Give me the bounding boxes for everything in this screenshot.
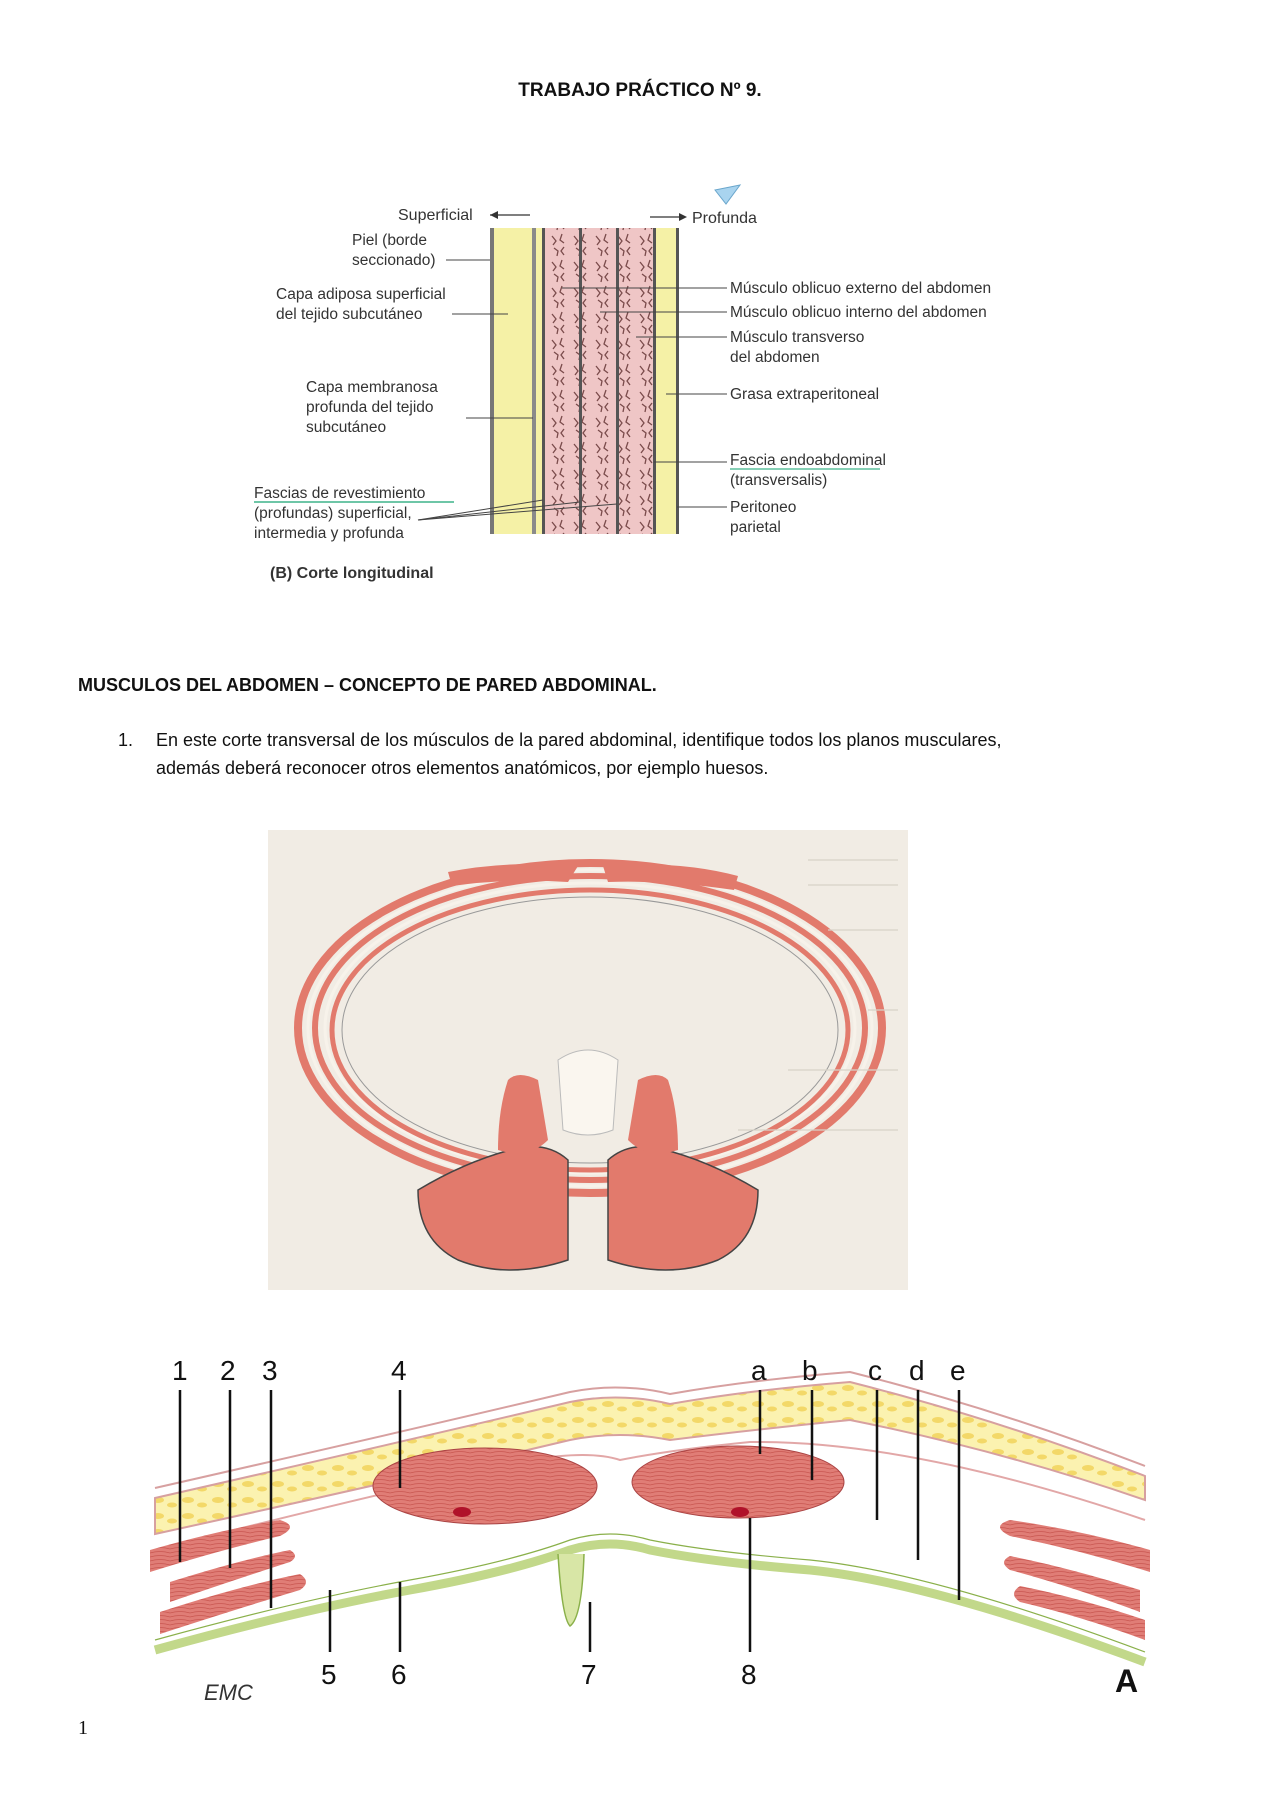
svg-text:Peritoneo: Peritoneo	[730, 499, 797, 516]
svg-text:(transversalis): (transversalis)	[730, 472, 828, 489]
superficial-label: Superficial	[398, 207, 473, 224]
peritoneum-line	[676, 228, 679, 534]
label-2: 2	[220, 1355, 236, 1386]
question-1	[118, 726, 1198, 782]
svg-text:Capa adiposa superficial: Capa adiposa superficial	[276, 286, 446, 303]
svg-text:del tejido subcutáneo: del tejido subcutáneo	[276, 306, 423, 323]
blue-arrow-icon	[715, 185, 740, 204]
label-6: 6	[391, 1659, 407, 1690]
fascia-line-2	[579, 228, 582, 534]
label-3: 3	[262, 1355, 278, 1386]
external-oblique-layer	[545, 228, 579, 534]
svg-text:Fascia endoabdominal: Fascia endoabdominal	[730, 452, 886, 469]
label-e: e	[950, 1355, 966, 1386]
skin-layer	[490, 228, 494, 534]
fascia-endoabdominal-line	[653, 228, 656, 534]
label-8: 8	[741, 1659, 757, 1690]
label-4: 4	[391, 1355, 407, 1386]
section-heading: MUSCULOS DEL ABDOMEN – CONCEPTO DE PARED ABDOMINAL.	[78, 675, 657, 695]
svg-text:seccionado): seccionado)	[352, 252, 436, 269]
svg-text:profunda del tejido: profunda del tejido	[306, 399, 434, 416]
svg-text:Músculo oblicuo externo del ab: Músculo oblicuo externo del abdomen	[730, 280, 992, 297]
adipose-layer	[494, 228, 532, 534]
svg-text:intermedia y profunda: intermedia y profunda	[254, 525, 404, 542]
svg-text:Músculo transverso: Músculo transverso	[730, 329, 865, 346]
rectus-left	[373, 1448, 597, 1524]
svg-text:parietal: parietal	[730, 519, 781, 536]
page-title: TRABAJO PRÁCTICO Nº 9.	[518, 80, 762, 101]
label-7: 7	[581, 1659, 597, 1690]
svg-text:Músculo oblicuo interno del ab: Músculo oblicuo interno del abdomen	[730, 304, 987, 321]
figure-longitudinal-section	[240, 180, 1060, 600]
figure-anterior-wall	[150, 1350, 1150, 1710]
svg-text:Fascias de revestimiento: Fascias de revestimiento	[254, 485, 426, 502]
label-1: 1	[172, 1355, 188, 1386]
svg-text:Piel (borde: Piel (borde	[352, 232, 427, 249]
fascia-line-1	[542, 228, 545, 534]
figure-transverse-section	[268, 830, 908, 1290]
transverse-layer	[619, 228, 653, 534]
svg-text:(profundas) superficial,: (profundas) superficial,	[254, 505, 412, 522]
page-number: 1	[78, 1717, 88, 1739]
question-number: 1.	[118, 730, 134, 750]
membranous-layer	[532, 228, 536, 534]
label-5: 5	[321, 1659, 337, 1690]
svg-text:subcutáneo: subcutáneo	[306, 419, 387, 436]
label-d: d	[909, 1355, 925, 1386]
emc-logo: EMC	[204, 1680, 253, 1705]
question-line-2: además deberá reconocer otros elementos anatómicos, por ejemplo huesos.	[156, 758, 769, 778]
extraperitoneal-fat-layer	[656, 228, 676, 534]
label-b: b	[802, 1355, 818, 1386]
label-a: a	[751, 1355, 767, 1386]
figure-a-corner-letter: A	[1115, 1663, 1139, 1699]
svg-text:Capa membranosa: Capa membranosa	[306, 379, 438, 396]
svg-text:Grasa extraperitoneal: Grasa extraperitoneal	[730, 386, 880, 403]
internal-oblique-layer	[582, 228, 616, 534]
fascia-line-3	[616, 228, 619, 534]
profunda-label: Profunda	[692, 210, 757, 227]
label-c: c	[868, 1355, 882, 1386]
svg-text:del abdomen: del abdomen	[730, 349, 820, 366]
question-line-1: En este corte transversal de los músculos de la pared abdominal, identifique todos los planos musculares,	[156, 730, 1002, 750]
figure-b-caption: (B) Corte longitudinal	[270, 565, 434, 582]
